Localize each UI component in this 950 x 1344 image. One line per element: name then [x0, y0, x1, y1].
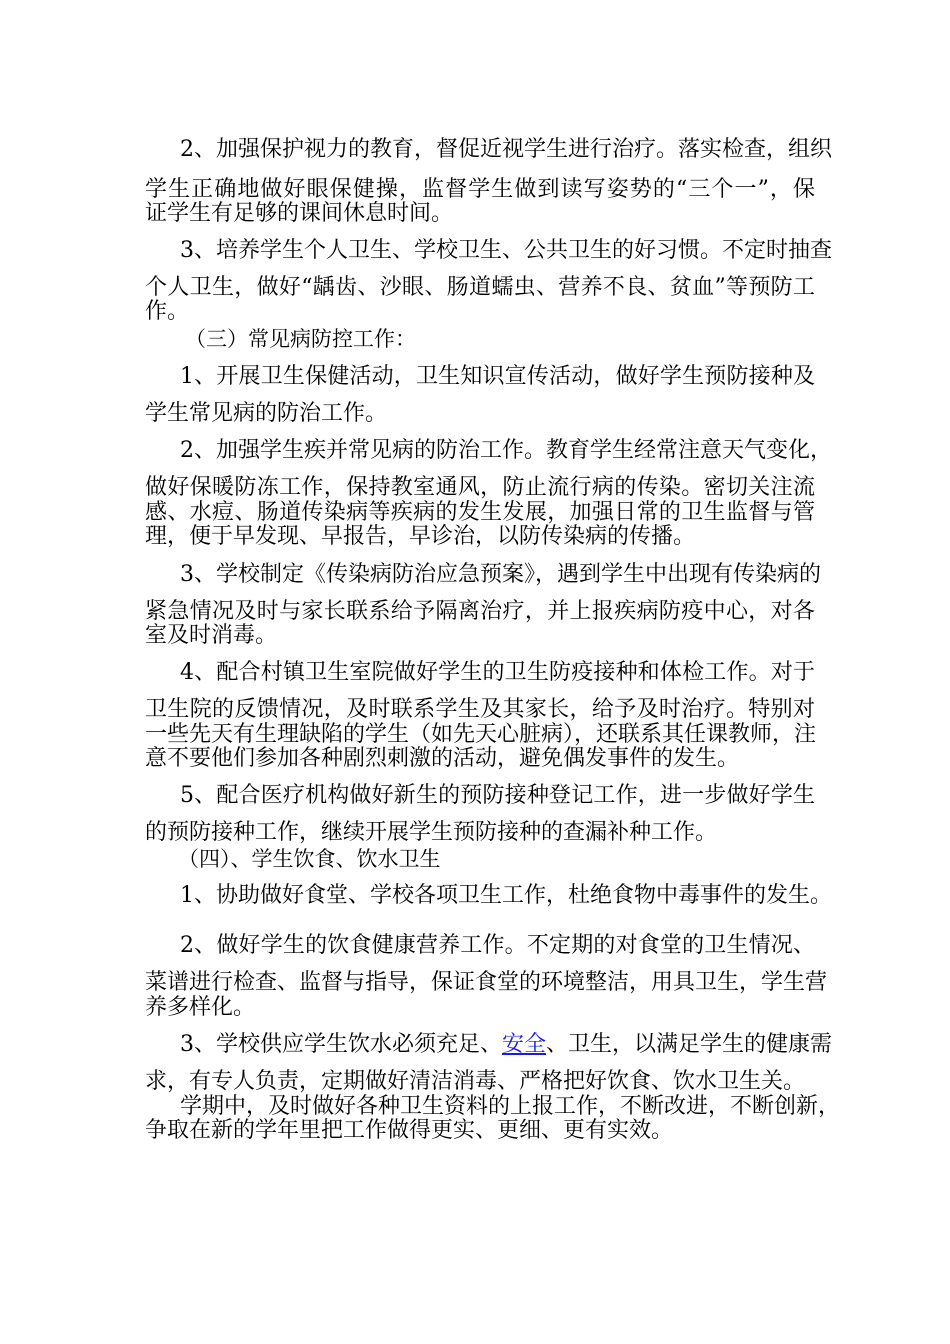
- paragraph-line: 证学生有足够的课间休息时间。: [145, 201, 454, 226]
- paragraph-line: 养多样化。: [145, 995, 256, 1020]
- paragraph-line: 求，有专人负责，定期做好清洁消毒、严格把好饮食、饮水卫生关。: [145, 1069, 806, 1094]
- paragraph-line: 1、开展卫生保健活动，卫生知识宣传活动，做好学生预防接种及: [180, 364, 815, 389]
- paragraph-line: 争取在新的学年里把工作做得更实、更细、更有实效。: [145, 1118, 674, 1143]
- paragraph-text: 、卫生，以满足学生的健康需: [546, 1032, 833, 1057]
- paragraph-line: 理，便于早发现、早报告，早诊治，以防传染病的传播。: [145, 524, 696, 549]
- paragraph-line: 的预防接种工作，继续开展学生预防接种的查漏补种工作。: [145, 820, 718, 845]
- paragraph-line: 2、加强学生疾并常见病的防治工作。教育学生经常注意天气变化，: [180, 438, 832, 463]
- safety-link[interactable]: 安全: [502, 1032, 547, 1057]
- paragraph-line: 3、学校制定《传染病防治应急预案》，遇到学生中出现有传染病的: [180, 562, 821, 587]
- paragraph-text: 3、学校供应学生饮水必须充足、: [180, 1032, 502, 1057]
- paragraph-line: 意不要他们参加各种剧烈刺激的活动，避免偶发事件的发生。: [145, 746, 740, 771]
- paragraph-line: 4、配合村镇卫生室院做好学生的卫生防疫接种和体检工作。对于: [180, 660, 815, 685]
- paragraph-line: 5、配合医疗机构做好新生的预防接种登记工作，进一步做好学生: [180, 783, 815, 808]
- paragraph-line: 学期中，及时做好各种卫生资料的上报工作，不断改进，不断创新，: [180, 1094, 841, 1119]
- paragraph-line: 学生正确地做好眼保健操，监督学生做到读写姿势的“三个一”，保: [145, 177, 815, 202]
- paragraph-line: 菜谱进行检查、监督与指导，保证食堂的环境整洁，用具卫生，学生营: [145, 970, 828, 995]
- paragraph-line: [180, 1032, 833, 1058]
- paragraph-line: 一些先天有生理缺陷的学生（如先天心脏病），还联系其任课教师，注: [145, 722, 817, 747]
- paragraph-line: 作。: [145, 299, 190, 324]
- paragraph-line: 学生常见病的防治工作。: [145, 401, 388, 426]
- paragraph-line: 1、协助做好食堂、学校各项卫生工作，杜绝食物中毒事件的发生。: [180, 883, 832, 908]
- paragraph-line: 感、水痘、肠道传染病等疾病的发生发展，加强日常的卫生监督与管: [145, 500, 815, 525]
- paragraph-line: 室及时消毒。: [145, 623, 278, 648]
- section-heading: （三）常见病防控工作：: [185, 327, 416, 351]
- paragraph-line: 2、加强保护视力的教育，督促近视学生进行治疗。落实检查，组织: [180, 137, 832, 162]
- paragraph-line: 紧急情况及时与家长联系给予隔离治疗，并上报疾病防疫中心，对各: [145, 599, 815, 624]
- paragraph-line: 卫生院的反馈情况，及时联系学生及其家长，给予及时治疗。特别对: [145, 697, 815, 722]
- paragraph-line: 个人卫生，做好“龋齿、沙眼、肠道蠕虫、营养不良、贫血”等预防工: [145, 275, 815, 300]
- paragraph-line: 2、做好学生的饮食健康营养工作。不定期的对食堂的卫生情况、: [180, 933, 815, 958]
- paragraph-line: 3、培养学生个人卫生、学校卫生、公共卫生的好习惯。不定时抽查: [180, 238, 832, 263]
- section-heading: （四）、学生饮食、饮水卫生: [178, 847, 441, 871]
- paragraph-line: 做好保暖防冻工作，保持教室通风，防止流行病的传染。密切关注流: [145, 475, 815, 500]
